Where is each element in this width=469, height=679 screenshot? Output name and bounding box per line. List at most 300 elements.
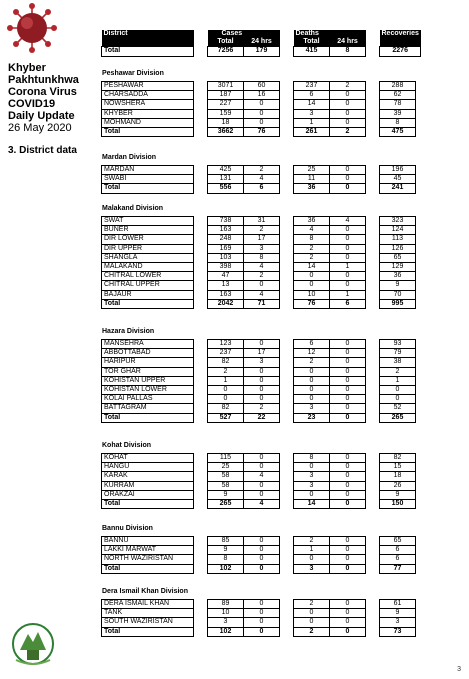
count-cell: 1 bbox=[294, 546, 330, 555]
division-title: Hazara Division bbox=[102, 328, 155, 335]
district-name: KOHISTAN UPPER bbox=[102, 376, 194, 385]
count-cell: 22 bbox=[244, 413, 280, 422]
count-cell: 0 bbox=[294, 272, 330, 281]
division-title: Kohat Division bbox=[102, 442, 152, 449]
count-cell: 0 bbox=[244, 546, 280, 555]
count-cell: 0 bbox=[244, 340, 280, 349]
count-cell: 0 bbox=[244, 367, 280, 376]
count-cell: 2 bbox=[244, 226, 280, 235]
count-cell: 36 bbox=[294, 217, 330, 226]
count-cell: 3 bbox=[294, 481, 330, 490]
district-name: LAKKI MARWAT bbox=[102, 546, 194, 555]
count-cell: 14 bbox=[294, 263, 330, 272]
division-table bbox=[101, 536, 416, 574]
count-cell: 60 bbox=[244, 82, 280, 91]
count-cell: 0 bbox=[208, 386, 244, 395]
section-title: 3. District data bbox=[8, 145, 77, 156]
count-cell: 2042 bbox=[208, 299, 244, 308]
count-cell: 2 bbox=[294, 600, 330, 609]
count-cell: 0 bbox=[330, 481, 366, 490]
count-cell: 65 bbox=[380, 537, 416, 546]
count-cell: 0 bbox=[330, 564, 366, 573]
count-cell: 3 bbox=[208, 618, 244, 627]
count-cell: 58 bbox=[208, 481, 244, 490]
count-cell: 70 bbox=[380, 290, 416, 299]
division-total-row bbox=[102, 184, 416, 193]
count-cell: 0 bbox=[244, 118, 280, 127]
division-table bbox=[101, 216, 416, 309]
table-row bbox=[102, 481, 416, 490]
count-cell: 8 bbox=[380, 118, 416, 127]
count-cell: 0 bbox=[330, 281, 366, 290]
count-cell: 995 bbox=[380, 299, 416, 308]
count-cell: 2 bbox=[294, 358, 330, 367]
count-cell: 31 bbox=[244, 217, 280, 226]
count-cell: 8 bbox=[294, 235, 330, 244]
division-total-row bbox=[102, 627, 416, 636]
table-row bbox=[102, 609, 416, 618]
count-cell: 3 bbox=[294, 109, 330, 118]
cases-24h-header: 24 hrs bbox=[244, 38, 280, 47]
count-cell: 0 bbox=[380, 386, 416, 395]
count-cell: 0 bbox=[294, 395, 330, 404]
district-name: SWABI bbox=[102, 175, 194, 184]
count-cell: 3 bbox=[244, 358, 280, 367]
count-cell: 0 bbox=[244, 281, 280, 290]
division-total-row bbox=[102, 299, 416, 308]
district-name: TANK bbox=[102, 609, 194, 618]
district-name: SHANGLA bbox=[102, 253, 194, 262]
count-cell: 1 bbox=[208, 376, 244, 385]
count-cell: 3 bbox=[294, 404, 330, 413]
table-row bbox=[102, 91, 416, 100]
district-name: ORAKZAI bbox=[102, 490, 194, 499]
count-cell: 0 bbox=[330, 109, 366, 118]
count-cell: 36 bbox=[294, 184, 330, 193]
count-cell: 82 bbox=[380, 454, 416, 463]
count-cell: 0 bbox=[330, 244, 366, 253]
count-cell: 0 bbox=[330, 226, 366, 235]
count-cell: 0 bbox=[294, 618, 330, 627]
count-cell: 169 bbox=[208, 244, 244, 253]
count-cell: 2 bbox=[294, 253, 330, 262]
table-row bbox=[102, 263, 416, 272]
table-row bbox=[102, 217, 416, 226]
count-cell: 0 bbox=[294, 555, 330, 564]
district-name: MANSEHRA bbox=[102, 340, 194, 349]
district-name: KARAK bbox=[102, 472, 194, 481]
count-cell: 6 bbox=[380, 546, 416, 555]
district-name: BATTAGRAM bbox=[102, 404, 194, 413]
count-cell: 323 bbox=[380, 217, 416, 226]
count-cell: 0 bbox=[330, 175, 366, 184]
count-cell: 3 bbox=[294, 472, 330, 481]
district-name: DIR UPPER bbox=[102, 244, 194, 253]
district-name: CHARSADDA bbox=[102, 91, 194, 100]
count-cell: 39 bbox=[380, 109, 416, 118]
count-cell: 265 bbox=[208, 500, 244, 509]
count-cell: 0 bbox=[244, 386, 280, 395]
count-cell: 0 bbox=[244, 537, 280, 546]
district-name: ABBOTTABAD bbox=[102, 349, 194, 358]
count-cell: 0 bbox=[330, 367, 366, 376]
district-name: CHITRAL UPPER bbox=[102, 281, 194, 290]
count-cell: 0 bbox=[244, 600, 280, 609]
division-title: Dera Ismail Khan Division bbox=[102, 588, 188, 595]
count-cell: 78 bbox=[380, 100, 416, 109]
district-name: KOLAI PALLAS bbox=[102, 395, 194, 404]
count-cell: 25 bbox=[208, 463, 244, 472]
district-name: SWAT bbox=[102, 217, 194, 226]
count-cell: 425 bbox=[208, 166, 244, 175]
count-cell: 0 bbox=[330, 118, 366, 127]
count-cell: 4 bbox=[244, 175, 280, 184]
district-name: MALAKAND bbox=[102, 263, 194, 272]
count-cell: 0 bbox=[330, 600, 366, 609]
count-cell: 1 bbox=[380, 376, 416, 385]
count-cell: 47 bbox=[208, 272, 244, 281]
count-cell: 18 bbox=[208, 118, 244, 127]
district-name: MOHMAND bbox=[102, 118, 194, 127]
table-row bbox=[102, 546, 416, 555]
count-cell: 4 bbox=[244, 472, 280, 481]
table-row bbox=[102, 349, 416, 358]
count-cell: 4 bbox=[330, 217, 366, 226]
table-row bbox=[102, 376, 416, 385]
count-cell: 248 bbox=[208, 235, 244, 244]
count-cell: 4 bbox=[294, 226, 330, 235]
district-name: Total bbox=[102, 299, 194, 308]
count-cell: 79 bbox=[380, 349, 416, 358]
count-cell: 123 bbox=[208, 340, 244, 349]
table-row bbox=[102, 472, 416, 481]
count-cell: 11 bbox=[294, 175, 330, 184]
district-name: Total bbox=[102, 500, 194, 509]
count-cell: 126 bbox=[380, 244, 416, 253]
district-name: KHYBER bbox=[102, 109, 194, 118]
table-row bbox=[102, 281, 416, 290]
count-cell: 73 bbox=[380, 627, 416, 636]
count-cell: 6 bbox=[244, 184, 280, 193]
deaths-total-header: Total bbox=[294, 38, 330, 47]
count-cell: 0 bbox=[294, 386, 330, 395]
table-row bbox=[102, 618, 416, 627]
table-row bbox=[102, 454, 416, 463]
count-cell: 0 bbox=[330, 463, 366, 472]
count-cell: 0 bbox=[330, 546, 366, 555]
count-cell: 8 bbox=[294, 454, 330, 463]
count-cell: 1 bbox=[330, 290, 366, 299]
count-cell: 0 bbox=[330, 358, 366, 367]
count-cell: 13 bbox=[208, 281, 244, 290]
count-cell: 2 bbox=[244, 404, 280, 413]
count-cell: 241 bbox=[380, 184, 416, 193]
count-cell: 0 bbox=[330, 349, 366, 358]
count-cell: 0 bbox=[244, 481, 280, 490]
district-name: DIR LOWER bbox=[102, 235, 194, 244]
count-cell: 4 bbox=[244, 500, 280, 509]
count-cell: 26 bbox=[380, 481, 416, 490]
count-cell: 113 bbox=[380, 235, 416, 244]
count-cell: 0 bbox=[330, 404, 366, 413]
count-cell: 0 bbox=[330, 235, 366, 244]
count-cell: 0 bbox=[330, 472, 366, 481]
count-cell: 9 bbox=[380, 490, 416, 499]
table-row bbox=[102, 290, 416, 299]
district-name: KURRAM bbox=[102, 481, 194, 490]
count-cell: 196 bbox=[380, 166, 416, 175]
count-cell: 6 bbox=[330, 299, 366, 308]
count-cell: 163 bbox=[208, 290, 244, 299]
count-cell: 6 bbox=[294, 340, 330, 349]
district-name: BUNER bbox=[102, 226, 194, 235]
division-table bbox=[101, 165, 416, 194]
district-name: BANNU bbox=[102, 537, 194, 546]
table-row bbox=[102, 82, 416, 91]
district-name: BAJAUR bbox=[102, 290, 194, 299]
count-cell: 15 bbox=[380, 463, 416, 472]
cases-total-header: Total bbox=[208, 38, 244, 47]
count-cell: 0 bbox=[330, 395, 366, 404]
count-cell: 0 bbox=[294, 281, 330, 290]
deaths-header: Deaths bbox=[294, 30, 366, 38]
count-cell: 3 bbox=[380, 618, 416, 627]
count-cell: 9 bbox=[208, 490, 244, 499]
count-cell: 89 bbox=[208, 600, 244, 609]
count-cell: 0 bbox=[294, 376, 330, 385]
count-cell: 6 bbox=[294, 91, 330, 100]
count-cell: 23 bbox=[294, 413, 330, 422]
count-cell: 14 bbox=[294, 100, 330, 109]
recoveries-header: Recoveries bbox=[381, 30, 419, 37]
count-cell: 0 bbox=[330, 454, 366, 463]
count-cell: 17 bbox=[244, 235, 280, 244]
count-cell: 261 bbox=[294, 128, 330, 137]
district-name: NOWSHERA bbox=[102, 100, 194, 109]
count-cell: 0 bbox=[330, 555, 366, 564]
division-table bbox=[101, 81, 416, 137]
count-cell: 0 bbox=[244, 376, 280, 385]
count-cell: 0 bbox=[244, 109, 280, 118]
table-row bbox=[102, 537, 416, 546]
count-cell: 0 bbox=[330, 253, 366, 262]
district-name: TOR GHAR bbox=[102, 367, 194, 376]
count-cell: 237 bbox=[294, 82, 330, 91]
count-cell: 0 bbox=[244, 395, 280, 404]
count-cell: 4 bbox=[244, 290, 280, 299]
count-cell: 0 bbox=[294, 367, 330, 376]
district-name: PESHAWAR bbox=[102, 82, 194, 91]
count-cell: 71 bbox=[244, 299, 280, 308]
division-title: Malakand Division bbox=[102, 205, 164, 212]
count-cell: 0 bbox=[244, 609, 280, 618]
count-cell: 237 bbox=[208, 349, 244, 358]
count-cell: 0 bbox=[330, 91, 366, 100]
count-cell: 0 bbox=[330, 609, 366, 618]
count-cell: 61 bbox=[380, 600, 416, 609]
count-cell: 0 bbox=[330, 627, 366, 636]
count-cell: 12 bbox=[294, 349, 330, 358]
count-cell: 0 bbox=[330, 500, 366, 509]
count-cell: 6 bbox=[380, 555, 416, 564]
count-cell: 0 bbox=[244, 564, 280, 573]
count-cell: 0 bbox=[294, 609, 330, 618]
count-cell: 76 bbox=[244, 128, 280, 137]
table-row bbox=[102, 166, 416, 175]
table-row bbox=[102, 244, 416, 253]
count-cell: 0 bbox=[330, 166, 366, 175]
count-cell: 10 bbox=[208, 609, 244, 618]
count-cell: 0 bbox=[330, 100, 366, 109]
count-cell: 0 bbox=[244, 463, 280, 472]
table-row bbox=[102, 463, 416, 472]
count-cell: 8 bbox=[208, 555, 244, 564]
count-cell: 0 bbox=[244, 454, 280, 463]
count-cell: 0 bbox=[244, 618, 280, 627]
count-cell: 77 bbox=[380, 564, 416, 573]
summary-table bbox=[101, 30, 421, 57]
table-row bbox=[102, 358, 416, 367]
count-cell: 52 bbox=[380, 404, 416, 413]
count-cell: 3662 bbox=[208, 128, 244, 137]
count-cell: 398 bbox=[208, 263, 244, 272]
count-cell: 82 bbox=[208, 358, 244, 367]
count-cell: 38 bbox=[380, 358, 416, 367]
count-cell: 17 bbox=[244, 349, 280, 358]
division-table bbox=[101, 453, 416, 509]
report-title: Khyber Pakhtunkhwa Corona Virus COVID19 Daily Update bbox=[8, 62, 79, 122]
count-cell: 0 bbox=[330, 537, 366, 546]
report-date: 26 May 2020 bbox=[8, 122, 72, 134]
count-cell: 129 bbox=[380, 263, 416, 272]
district-header: District bbox=[102, 30, 194, 38]
count-cell: 93 bbox=[380, 340, 416, 349]
count-cell: 2 bbox=[244, 166, 280, 175]
table-row bbox=[102, 226, 416, 235]
count-cell: 0 bbox=[244, 627, 280, 636]
district-name: SOUTH WAZIRISTAN bbox=[102, 618, 194, 627]
count-cell: 2 bbox=[330, 82, 366, 91]
count-cell: 3 bbox=[294, 564, 330, 573]
table-row bbox=[102, 100, 416, 109]
count-cell: 159 bbox=[208, 109, 244, 118]
count-cell: 25 bbox=[294, 166, 330, 175]
table-row bbox=[102, 404, 416, 413]
table-row bbox=[102, 386, 416, 395]
count-cell: 65 bbox=[380, 253, 416, 262]
count-cell: 0 bbox=[330, 386, 366, 395]
count-cell: 4 bbox=[244, 263, 280, 272]
count-cell: 9 bbox=[208, 546, 244, 555]
count-cell: 3 bbox=[244, 244, 280, 253]
division-table bbox=[101, 339, 416, 423]
division-total-row bbox=[102, 500, 416, 509]
count-cell: 102 bbox=[208, 627, 244, 636]
count-cell: 0 bbox=[330, 340, 366, 349]
count-cell: 45 bbox=[380, 175, 416, 184]
table-row bbox=[102, 600, 416, 609]
district-name: DERA ISMAIL KHAN bbox=[102, 600, 194, 609]
count-cell: 0 bbox=[244, 555, 280, 564]
count-cell: 0 bbox=[330, 490, 366, 499]
count-cell: 187 bbox=[208, 91, 244, 100]
count-cell: 0 bbox=[244, 490, 280, 499]
district-name: KOHISTAN LOWER bbox=[102, 386, 194, 395]
count-cell: 0 bbox=[330, 376, 366, 385]
count-cell: 2 bbox=[294, 244, 330, 253]
count-cell: 36 bbox=[380, 272, 416, 281]
count-cell: 82 bbox=[208, 404, 244, 413]
count-cell: 0 bbox=[294, 490, 330, 499]
count-cell: 2 bbox=[208, 367, 244, 376]
table-row bbox=[102, 395, 416, 404]
district-name: Total bbox=[102, 413, 194, 422]
table-row bbox=[102, 367, 416, 376]
district-name: NORTH WAZIRISTAN bbox=[102, 555, 194, 564]
count-cell: 131 bbox=[208, 175, 244, 184]
count-cell: 288 bbox=[380, 82, 416, 91]
count-cell: 14 bbox=[294, 500, 330, 509]
district-name: Total bbox=[102, 627, 194, 636]
count-cell: 2 bbox=[380, 367, 416, 376]
table-row bbox=[102, 118, 416, 127]
count-cell: 3071 bbox=[208, 82, 244, 91]
page-number: 3 bbox=[457, 666, 461, 673]
count-cell: 2 bbox=[330, 128, 366, 137]
table-row bbox=[102, 235, 416, 244]
district-name: Total bbox=[102, 564, 194, 573]
count-cell: 10 bbox=[294, 290, 330, 299]
count-cell: 0 bbox=[330, 413, 366, 422]
division-title: Bannu Division bbox=[102, 525, 153, 532]
count-cell: 76 bbox=[294, 299, 330, 308]
division-title: Mardan Division bbox=[102, 154, 157, 161]
government-emblem-icon bbox=[10, 620, 56, 668]
count-cell: 475 bbox=[380, 128, 416, 137]
grand-total-row: Total 7256 179 415 8 2276 bbox=[102, 47, 421, 56]
table-row bbox=[102, 555, 416, 564]
count-cell: 527 bbox=[208, 413, 244, 422]
count-cell: 0 bbox=[294, 463, 330, 472]
count-cell: 0 bbox=[330, 272, 366, 281]
table-row bbox=[102, 490, 416, 499]
district-name: HARIPUR bbox=[102, 358, 194, 367]
district-name: MARDAN bbox=[102, 166, 194, 175]
count-cell: 227 bbox=[208, 100, 244, 109]
table-row bbox=[102, 272, 416, 281]
count-cell: 0 bbox=[244, 100, 280, 109]
count-cell: 738 bbox=[208, 217, 244, 226]
coronavirus-icon bbox=[6, 2, 58, 54]
count-cell: 103 bbox=[208, 253, 244, 262]
division-table bbox=[101, 599, 416, 637]
count-cell: 163 bbox=[208, 226, 244, 235]
division-title: Peshawar Division bbox=[102, 70, 164, 77]
count-cell: 2 bbox=[294, 537, 330, 546]
count-cell: 58 bbox=[208, 472, 244, 481]
count-cell: 1 bbox=[294, 118, 330, 127]
table-row bbox=[102, 253, 416, 262]
count-cell: 62 bbox=[380, 91, 416, 100]
count-cell: 16 bbox=[244, 91, 280, 100]
division-total-row bbox=[102, 564, 416, 573]
count-cell: 1 bbox=[330, 263, 366, 272]
count-cell: 0 bbox=[330, 618, 366, 627]
table-row bbox=[102, 340, 416, 349]
count-cell: 9 bbox=[380, 281, 416, 290]
table-row bbox=[102, 109, 416, 118]
district-name: Total bbox=[102, 128, 194, 137]
